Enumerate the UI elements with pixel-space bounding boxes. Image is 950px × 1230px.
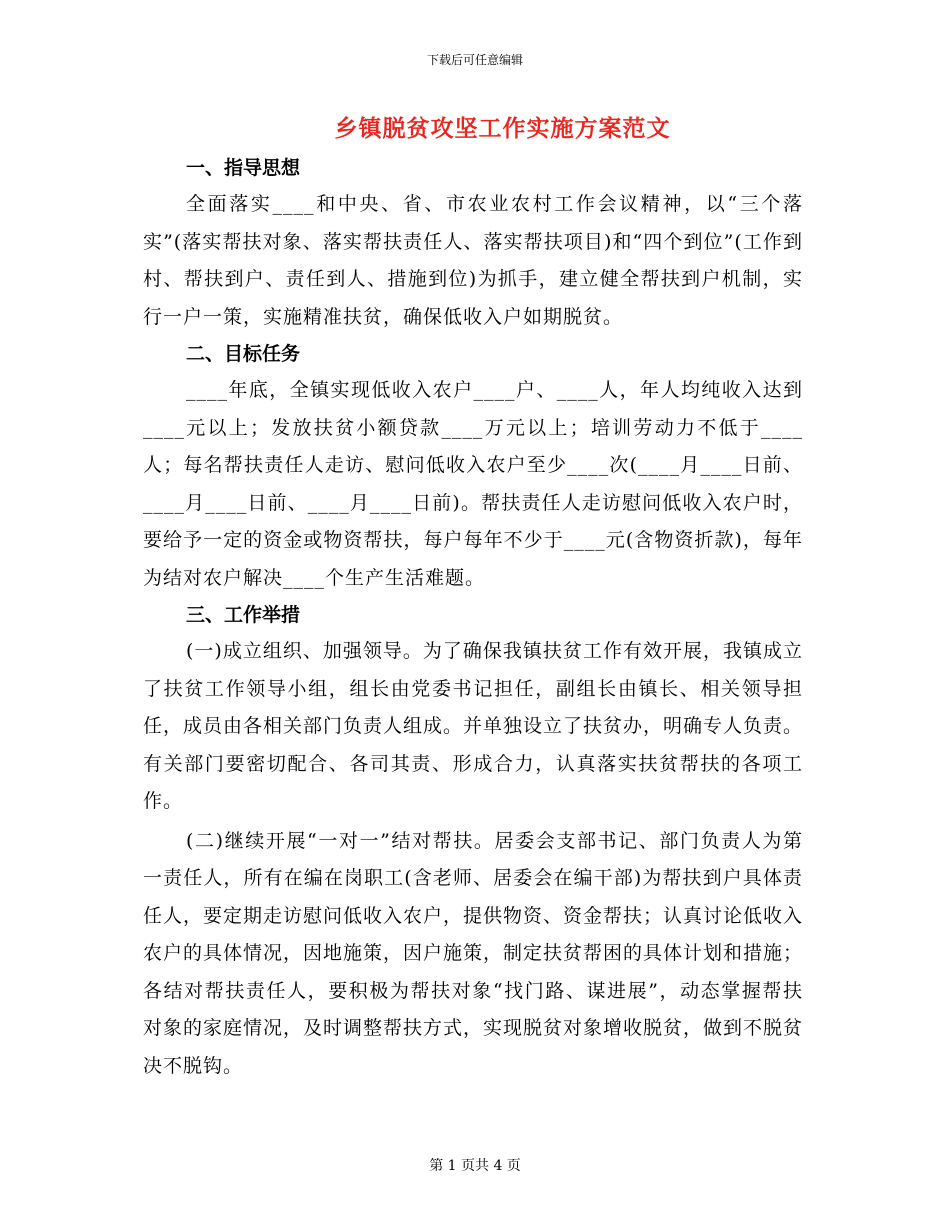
document-title: 乡镇脱贫攻坚工作实施方案范文: [334, 115, 671, 142]
section-heading: 二、目标任务: [186, 343, 301, 365]
section-work-measures: [143, 599, 803, 1085]
page-number: 第 1 页共 4 页: [429, 1158, 521, 1174]
paragraph: 全面落实____和中央、省、市农业农村工作会议精神，以“三个落实”(落实帮扶对象、落实帮扶责任人、落实帮扶项目)和“四个到位”(工作到村、帮扶到户、责任到人、措施到位)为抓手，建立健全帮扶到户机制，实行一户一策，实施精准扶贫，确保低收入户如期脱贫。: [143, 193, 803, 328]
page-header: 下载后可任意编辑: [426, 53, 523, 67]
paragraph: (二)继续开展“一对一”结对帮扶。居委会支部书记、部门负责人为第一责任人，所有在编在岗职工(含老师、居委会在编干部)为帮扶到户具体责任人，要定期走访慰问低收入农户，提供物资、资金帮扶；认真讨论低收入农户的具体情况，因地施策，因户施策，制定扶贫帮困的具体计划和措施；各结对帮扶责任人，要积极为帮扶对象“找门路、谋进展”，动态掌握帮扶对象的家庭情况，及时调整帮扶方式，实现脱贫对象增收脱贫，做到不脱贫决不脱钩。: [143, 829, 804, 1077]
document-body: [143, 152, 803, 1087]
paragraph: ____年底，全镇实现低收入农户____户、____人，年人均纯收入达到____元以上；发放扶贫小额贷款____万元以上；培训劳动力不低于____人；每名帮扶责任人走访、慰问低收入农户至少____次(____月____日前、____月____日前、____月____日前)。帮扶责任人走访慰问低收入农户时，要给予一定的资金或物资帮扶，每户每年不少于____元(含物资折款)，每年为结对农户解决____个生产生活难题。: [143, 379, 803, 589]
section-goals-tasks: [143, 338, 803, 597]
paragraph: (一)成立组织、加强领导。为了确保我镇扶贫工作有效开展，我镇成立了扶贫工作领导小组，组长由党委书记担任，副组长由镇长、相关领导担任，成员由各相关部门负责人组成。并单独设立了扶贫办，明确专人负责。有关部门要密切配合、各司其责、形成合力，认真落实扶贫帮扶的各项工作。: [143, 640, 804, 812]
section-heading: 一、指导思想: [186, 157, 301, 179]
section-heading: 三、工作举措: [186, 604, 301, 626]
section-guiding-ideology: [143, 152, 803, 336]
